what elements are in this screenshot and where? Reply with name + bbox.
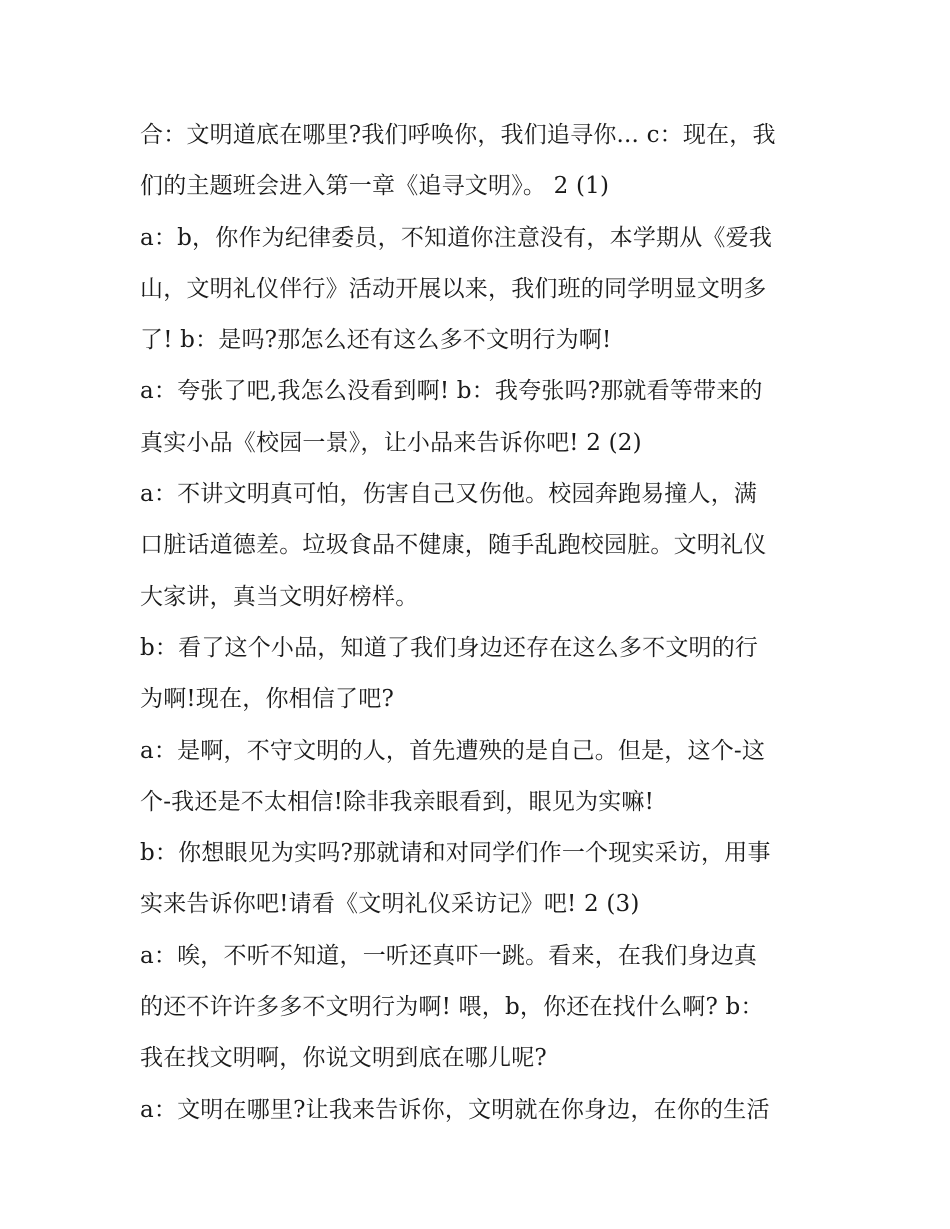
text-line: a：唉，不听不知道，一听还真吓一跳。看来，在我们身边真 xyxy=(140,942,758,969)
text-line: 实来告诉你吧!请看《文明礼仪采访记》吧! 2 (3) xyxy=(140,891,640,918)
text-line: 大家讲，真当文明好榜样。 xyxy=(140,583,419,610)
text-line: a：不讲文明真可怕，伤害自己又伤他。校园奔跑易撞人，满 xyxy=(140,481,758,508)
text-line: 合：文明道底在哪里?我们呼唤你，我们追寻你... c：现在，我 xyxy=(140,122,776,148)
paragraph-1 xyxy=(140,110,815,213)
text-line: 山，文明礼仪伴行》活动开展以来，我们班的同学明显文明多 xyxy=(140,275,767,302)
paragraph-7 xyxy=(140,828,815,931)
paragraph-2 xyxy=(140,213,815,367)
text-line: a：b，你作为纪律委员，不知道你注意没有，本学期从《爱我 xyxy=(140,224,773,251)
text-line: a：夸张了吧,我怎么没看到啊! b：我夸张吗?那就看等带来的 xyxy=(140,378,763,405)
paragraph-4 xyxy=(140,469,815,623)
paragraph-9 xyxy=(140,1085,815,1136)
text-line: 口脏话道德差。垃圾食品不健康，随手乱跑校园脏。文明礼仪 xyxy=(140,532,767,559)
text-line: 的还不许许多多不文明行为啊! 喂，b，你还在找什么啊? b： xyxy=(140,994,764,1021)
paragraph-8 xyxy=(140,931,815,1085)
text-line: a：是啊，不守文明的人，首先遭殃的是自己。但是，这个-这 xyxy=(140,737,766,764)
text-line: 们的主题班会进入第一章《追寻文明》。 2 (1) xyxy=(140,173,610,200)
text-line: 我在找文明啊，你说文明到底在哪儿呢? xyxy=(140,1045,547,1072)
paragraph-5 xyxy=(140,623,815,726)
paragraph-3 xyxy=(140,366,815,469)
document-body xyxy=(140,110,815,1136)
text-line: 个-我还是不太相信!除非我亲眼看到，眼见为实嘛! xyxy=(140,788,655,815)
text-line: 真实小品《校园一景》，让小品来告诉你吧! 2 (2) xyxy=(140,429,642,456)
text-line: b：看了这个小品，知道了我们身边还存在这么多不文明的行 xyxy=(140,634,759,661)
paragraph-6 xyxy=(140,726,815,829)
text-line: b：你想眼见为实吗?那就请和对同学们作一个现实采访，用事 xyxy=(140,840,771,867)
text-line: 为啊!现在，你相信了吧? xyxy=(140,686,394,713)
text-line: a：文明在哪里?让我来告诉你，文明就在你身边，在你的生活 xyxy=(140,1096,770,1123)
text-line: 了! b：是吗?那怎么还有这么多不文明行为啊! xyxy=(140,327,612,354)
